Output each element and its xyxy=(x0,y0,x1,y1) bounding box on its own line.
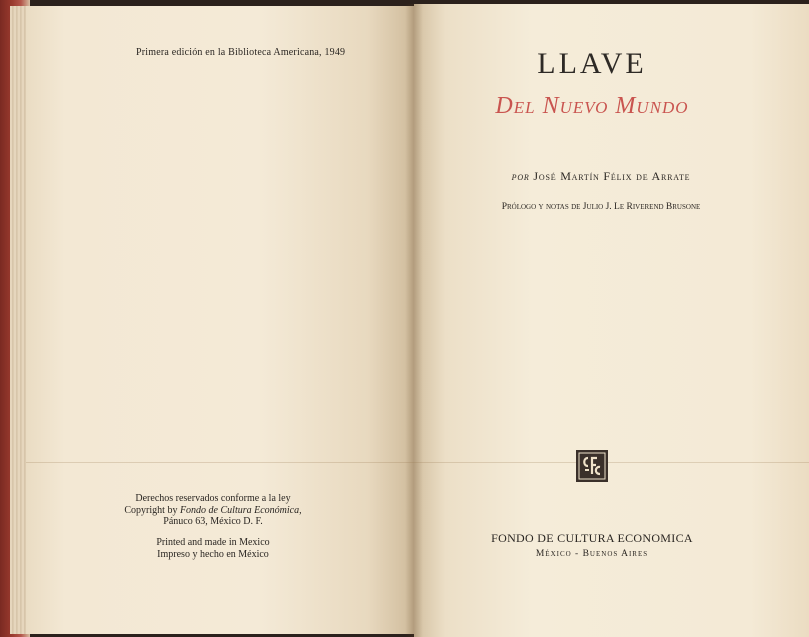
rights-line-3: Pánuco 63, México D. F. xyxy=(163,516,263,527)
page-fold-line xyxy=(26,462,809,463)
printing-block xyxy=(118,537,308,560)
publisher-name: FONDO DE CULTURA ECONOMICA xyxy=(491,531,693,545)
author-line xyxy=(414,169,788,184)
rights-line-2 xyxy=(118,505,308,517)
author-name: José Martín Félix de Arrate xyxy=(533,169,691,183)
book-subtitle: Del Nuevo Mundo xyxy=(495,93,689,119)
rights-publisher: Fondo de Cultura Económica, xyxy=(179,504,302,516)
prologue-credit: Prólogo y notas de Julio J. Le Riverend Brusone xyxy=(501,202,701,212)
author-prefix: por xyxy=(511,169,530,183)
printing-line-1: Printed and made in Mexico xyxy=(156,537,270,548)
rights-line-1: Derechos reservados conforme a la ley xyxy=(135,493,291,504)
edition-note: Primera edición en la Biblioteca Americana, 1949 xyxy=(136,47,346,58)
publisher-cities: México - Buenos Aires xyxy=(535,549,649,559)
rights-line-2-prefix: Copyright by xyxy=(124,504,180,516)
printing-line-2: Impreso y hecho en México xyxy=(157,548,269,560)
book-title: LLAVE xyxy=(537,47,647,80)
fce-publisher-seal-icon xyxy=(576,450,608,482)
copyright-block xyxy=(118,493,308,528)
